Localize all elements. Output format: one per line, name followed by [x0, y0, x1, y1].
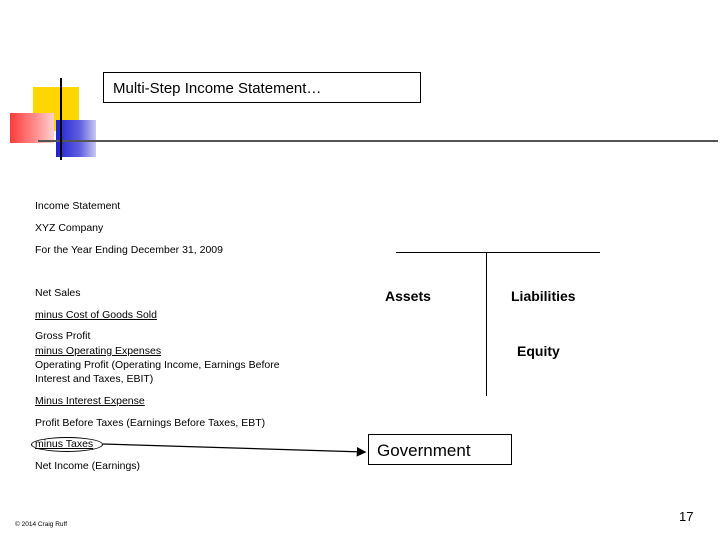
line-operating-profit-1: Operating Profit (Operating Income, Earnings Before — [35, 359, 280, 371]
t-account-liabilities: Liabilities — [511, 288, 576, 304]
line-minus-cogs: minus Cost of Goods Sold — [35, 309, 157, 321]
t-account-equity: Equity — [517, 343, 560, 359]
t-account-top-line — [396, 252, 600, 253]
line-net-income: Net Income (Earnings) — [35, 460, 141, 472]
line-operating-profit-2: Interest and Taxes, EBIT) — [35, 373, 154, 385]
page-number: 17 — [679, 509, 694, 524]
t-account-assets: Assets — [385, 288, 431, 304]
line-gross-profit: Gross Profit — [35, 330, 91, 342]
statement-period: For the Year Ending December 31, 2009 — [35, 244, 223, 256]
line-net-sales: Net Sales — [35, 287, 81, 299]
government-box: Government — [368, 434, 512, 465]
slide-title: Multi-Step Income Statement… — [103, 72, 421, 103]
line-minus-interest-expense: Minus Interest Expense — [35, 395, 145, 407]
t-account-divider — [486, 252, 487, 396]
line-minus-operating-expenses: minus Operating Expenses — [35, 345, 162, 357]
statement-company: XYZ Company — [35, 222, 104, 234]
statement-heading: Income Statement — [35, 200, 121, 212]
line-minus-taxes: minus Taxes — [35, 438, 94, 450]
line-profit-before-taxes: Profit Before Taxes (Earnings Before Taxes, EBT) — [35, 417, 266, 429]
copyright: © 2014 Craig Ruff — [15, 521, 68, 528]
